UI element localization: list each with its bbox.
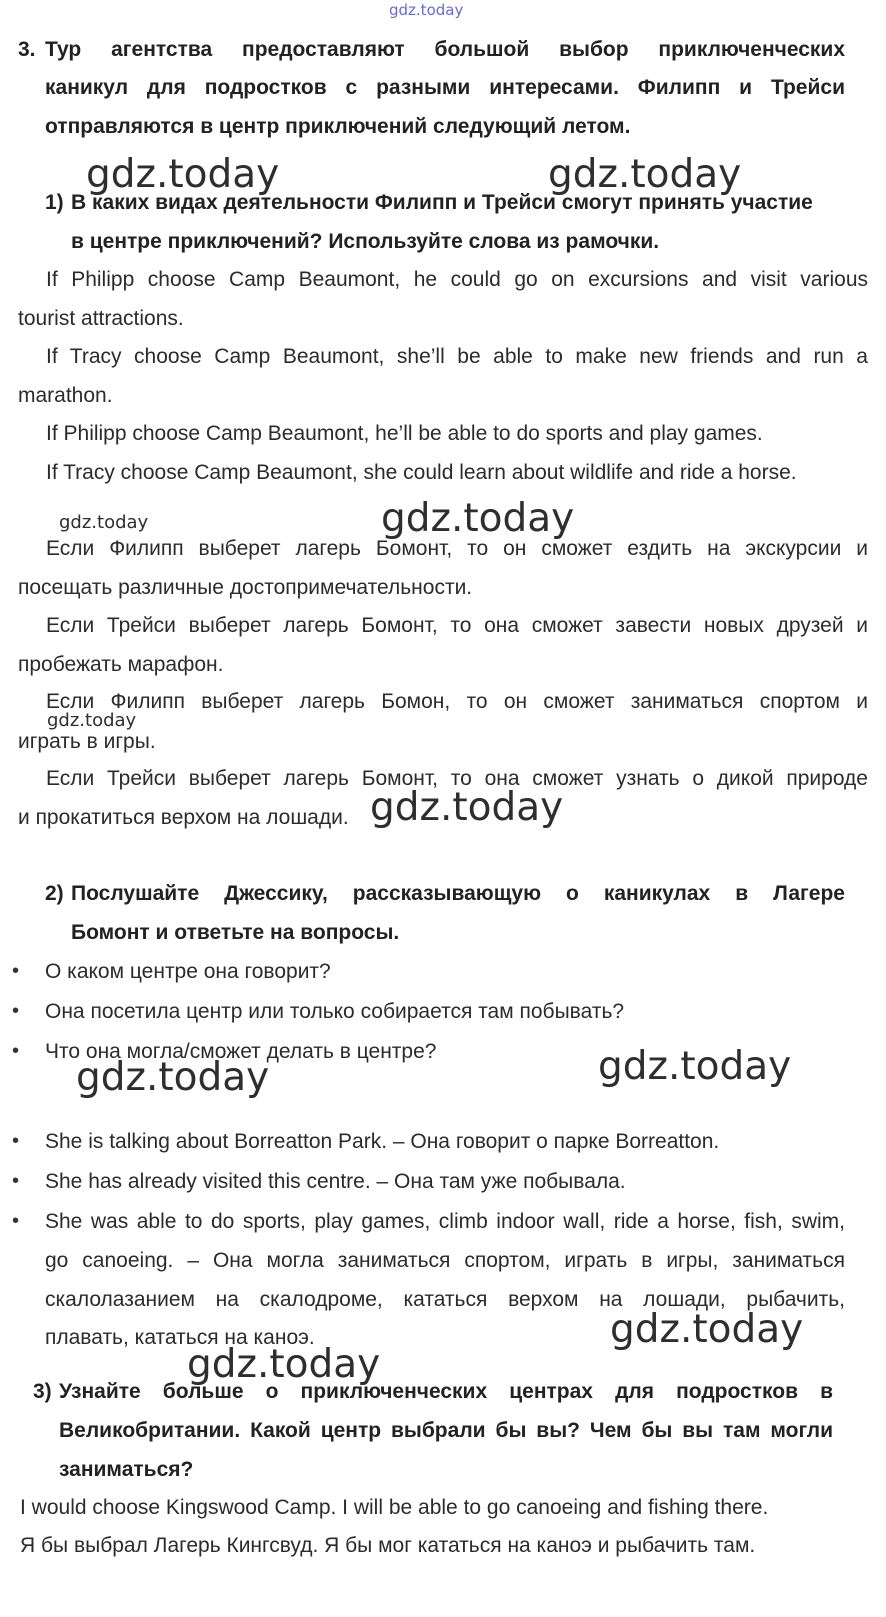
part2-answer-line: She has already visited this centre. – Она там уже побывала. bbox=[45, 1170, 626, 1193]
part1-question-line: в центре приключений? Используйте слова из рамочки. bbox=[71, 230, 660, 253]
part1-english-line: tourist attractions. bbox=[18, 307, 184, 330]
part2-question-item: О каком центре она говорит? bbox=[45, 960, 331, 983]
part1-english-line: If Philipp choose Camp Beaumont, he’ll be able to do sports and play games. bbox=[46, 422, 763, 445]
part1-english-line: If Tracy choose Camp Beaumont, she’ll be able to make new friends and run a bbox=[46, 345, 868, 368]
watermark: gdz.today bbox=[86, 152, 280, 197]
bullet: • bbox=[12, 1000, 20, 1022]
part1-question-line: В каких видах деятельности Филипп и Трейси смогут принять участие bbox=[71, 191, 813, 214]
task-number: 3. bbox=[18, 38, 36, 61]
part2-answer-line: плавать, кататься на каноэ. bbox=[45, 1326, 315, 1349]
part1-russian-line: Если Филипп выберет лагерь Бомонт, то он сможет ездить на экскурсии и bbox=[46, 537, 868, 560]
watermark: gdz.today bbox=[610, 1307, 804, 1352]
part2-question-item: Что она могла/сможет делать в центре? bbox=[45, 1040, 437, 1063]
part2-answer-line: go canoeing. – Она могла заниматься спортом, играть в игры, заниматься bbox=[45, 1249, 845, 1272]
part2-answer-line: She was able to do sports, play games, climb indoor wall, ride a horse, fish, swim, bbox=[45, 1210, 845, 1233]
watermark-small: gdz.today bbox=[59, 512, 149, 533]
part3-answer-russian: Я бы выбрал Лагерь Кингсвуд. Я бы мог кататься на каноэ и рыбачить там. bbox=[20, 1534, 756, 1557]
part1-russian-line: и прокатиться верхом на лошади. bbox=[18, 806, 349, 829]
part2-question-line: Послушайте Джессику, рассказывающую о каникулах в Лагере bbox=[71, 882, 845, 905]
part2-question-line: Бомонт и ответьте на вопросы. bbox=[71, 921, 400, 944]
part1-russian-line: Если Трейси выберет лагерь Бомонт, то она сможет завести новых друзей и bbox=[46, 614, 868, 637]
watermark-small: gdz.today bbox=[47, 710, 137, 731]
part2-answer-line: She is talking about Borreatton Park. – Она говорит о парке Borreatton. bbox=[45, 1130, 720, 1153]
bullet: • bbox=[12, 1130, 20, 1152]
task-heading-line: Тур агентства предоставляют большой выбор приключенческих bbox=[45, 38, 845, 61]
watermark: gdz.today bbox=[187, 1342, 381, 1387]
part1-english-line: If Tracy choose Camp Beaumont, she could learn about wildlife and ride a horse. bbox=[46, 461, 797, 484]
part1-number: 1) bbox=[45, 191, 64, 214]
part2-answer-line: скалолазанием на скалодроме, кататься верхом на лошади, рыбачить, bbox=[45, 1288, 845, 1311]
bullet: • bbox=[12, 1040, 20, 1062]
part3-question-line: Узнайте больше о приключенческих центрах для подростков в bbox=[59, 1380, 833, 1403]
part1-english-line: If Philipp choose Camp Beaumont, he could go on excursions and visit various bbox=[46, 268, 868, 291]
part1-russian-line: пробежать марафон. bbox=[18, 653, 224, 676]
bullet: • bbox=[12, 960, 20, 982]
bullet: • bbox=[12, 1170, 20, 1192]
part1-russian-line: посещать различные достопримечательности. bbox=[18, 576, 473, 599]
part3-answer-english: I would choose Kingswood Camp. I will be able to go canoeing and fishing there. bbox=[20, 1496, 769, 1519]
part3-number: 3) bbox=[33, 1380, 52, 1403]
bullet: • bbox=[12, 1210, 20, 1232]
part2-question-item: Она посетила центр или только собирается там побывать? bbox=[45, 1000, 625, 1023]
watermark: gdz.today bbox=[370, 785, 564, 830]
watermark-top: gdz.today bbox=[389, 1, 464, 19]
part1-english-line: marathon. bbox=[18, 384, 113, 407]
watermark: gdz.today bbox=[598, 1044, 792, 1089]
watermark: gdz.today bbox=[548, 152, 742, 197]
part2-number: 2) bbox=[45, 882, 64, 905]
part3-question-line: заниматься? bbox=[59, 1458, 194, 1481]
part1-russian-line: Если Трейси выберет лагерь Бомонт, то она сможет узнать о дикой природе bbox=[46, 767, 868, 790]
part3-question-line: Великобритании. Какой центр выбрали бы вы? Чем бы вы там могли bbox=[59, 1419, 833, 1442]
watermark: gdz.today bbox=[76, 1055, 270, 1100]
part1-russian-line: Если Филипп выберет лагерь Бомон, то он сможет заниматься спортом и bbox=[46, 690, 868, 713]
task-heading-line: каникул для подростков с разными интересами. Филипп и Трейси bbox=[45, 76, 845, 99]
part1-russian-line: играть в игры. bbox=[18, 730, 156, 753]
task-heading-line: отправляются в центр приключений следующий летом. bbox=[45, 115, 631, 138]
watermark: gdz.today bbox=[381, 496, 575, 541]
